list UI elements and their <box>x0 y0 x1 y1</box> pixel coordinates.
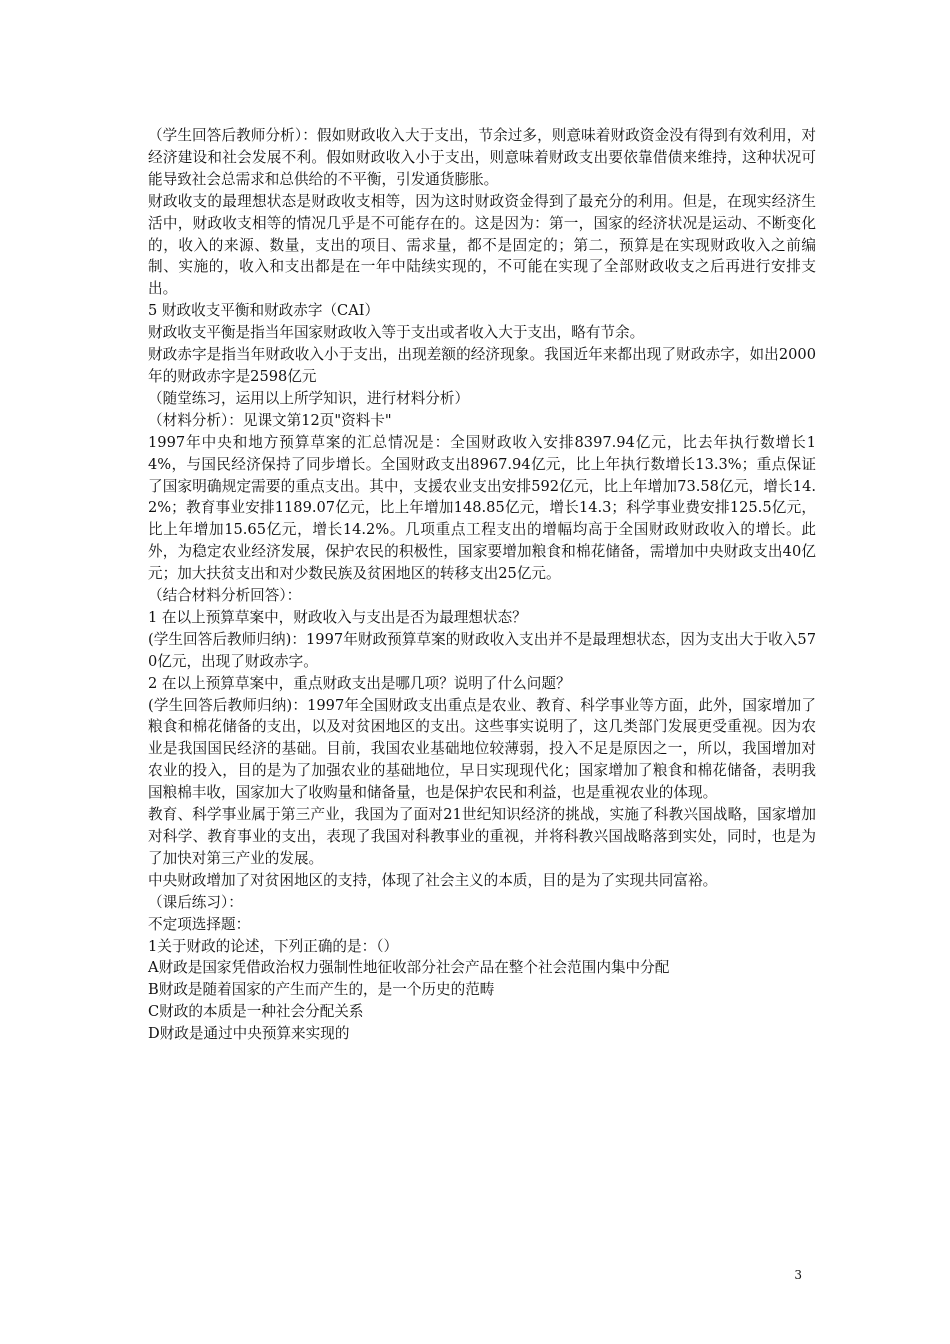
budget-material-paragraph: 1997年中央和地方预算草案的汇总情况是：全国财政收入安排8397.94亿元，比去年执行数增长14%，与国民经济保持了同步增长。全国财政支出8967.94亿元，比上年执行数增长13.3%；重点保证了国家明确规定需要的重点支出。其中，支援农业支出安排592亿元，比上年增加73.58亿元，增长14.2%；教育事业安排1189.07亿元，比上年增加148.85亿元，增长14.3；科学事业费安排125.5亿元，比上年增加15.65亿元，增长14.2%。几项重点工程支出的增幅均高于全国财政财政收入的增长。此外，为稳定农业经济发展，保护农民的积极性，国家要增加粮食和棉花储备，需增加中央财政支出40亿元；加大扶贫支出和对少数民族及贫困地区的转移支出25亿元。 <box>148 433 816 583</box>
analysis-paragraph: （学生回答后教师分析）：假如财政收入大于支出，节余过多，则意味着财政资金没有得到有效利用，对经济建设和社会发展不利。假如财政收入小于支出，则意味着财政支出要依靠借债来维持，这种状况可能导致社会总需求和总供给的不平衡，引发通货膨胀。 <box>148 127 816 188</box>
document-body <box>148 125 816 1045</box>
balance-definition: 财政收支平衡是指当年国家财政收入等于支出或者收入大于支出，略有节余。 <box>148 324 645 342</box>
question-2: 2 在以上预算草案中，重点财政支出是哪几项？说明了什么问题？ <box>148 674 571 692</box>
exercise-heading: （课后练习）： <box>148 893 243 911</box>
ideal-state-paragraph: 财政收支的最理想状态是财政收支相等，因为这时财政资金得到了最充分的利用。但是，在现实经济生活中，财政收支相等的情况几乎是不可能存在的。这是因为：第一，国家的经济状况是运动、不断变化的，收入的来源、数量，支出的项目、需求量，都不是固定的；第二，预算是在实现财政收入之前编制、实施的，收入和支出都是在一年中陆续实现的，不可能在实现了全部财政收支之后再进行安排支出。 <box>148 192 816 298</box>
answer-1: (学生回答后教师归纳)：1997年财政预算草案的财政收入支出并不是最理想状态，因为支出大于收入570亿元，出现了财政赤字。 <box>148 630 816 670</box>
option-b: B财政是随着国家的产生而产生的，是一个历史的范畴 <box>148 981 495 999</box>
practice-note: （随堂练习，运用以上所学知识，进行材料分析） <box>148 389 470 407</box>
option-c: C财政的本质是一种社会分配关系 <box>148 1003 364 1021</box>
page-number: 3 <box>794 1268 802 1282</box>
option-d: D财政是通过中央预算来实现的 <box>148 1025 350 1043</box>
exercise-question-1: 1关于财政的论述，下列正确的是：（） <box>148 937 399 955</box>
answer-2: (学生回答后教师归纳)：1997年全国财政支出重点是农业、教育、科学事业等方面，此外，国家增加了粮食和棉花储备的支出，以及对贫困地区的支出。这些事实说明了，这几类部门发展更受重视。因为农业是我国国民经济的基础。目前，我国农业基础地位较薄弱，投入不足是原因之一，所以，我国增加对农业的投入，目的是为了加强农业的基础地位，早日实现现代化；国家增加了粮食和棉花储备，表明我国粮棉丰收，国家加大了收购量和储备量，也是保护农民和利益，也是重视农业的体现。 <box>148 696 816 802</box>
deficit-definition: 财政赤字是指当年财政收入小于支出，出现差额的经济现象。我国近年来都出现了财政赤字，如出2000年的财政赤字是2598亿元 <box>148 346 816 385</box>
section-heading: 5 财政收支平衡和财政赤字（CAI） <box>148 302 380 320</box>
material-reference: （材料分析）：见课文第12页"资料卡" <box>148 411 392 429</box>
question-type: 不定项选择题： <box>148 915 251 933</box>
poverty-paragraph: 中央财政增加了对贫困地区的支持，体现了社会主义的本质，目的是为了实现共同富裕。 <box>148 871 718 889</box>
question-1: 1 在以上预算草案中，财政收入与支出是否为最理想状态？ <box>148 608 527 626</box>
answer-prompt: （结合材料分析回答）： <box>148 587 302 605</box>
education-paragraph: 教育、科学事业属于第三产业，我国为了面对21世纪知识经济的挑战，实施了科教兴国战略，国家增加对科学、教育事业的支出，表现了我国对科教事业的重视，并将科教兴国战略落到实处，同时，也是为了加快对第三产业的发展。 <box>148 806 816 867</box>
option-a: A财政是国家凭借政治权力强制性地征收部分社会产品在整个社会范围内集中分配 <box>148 959 670 977</box>
